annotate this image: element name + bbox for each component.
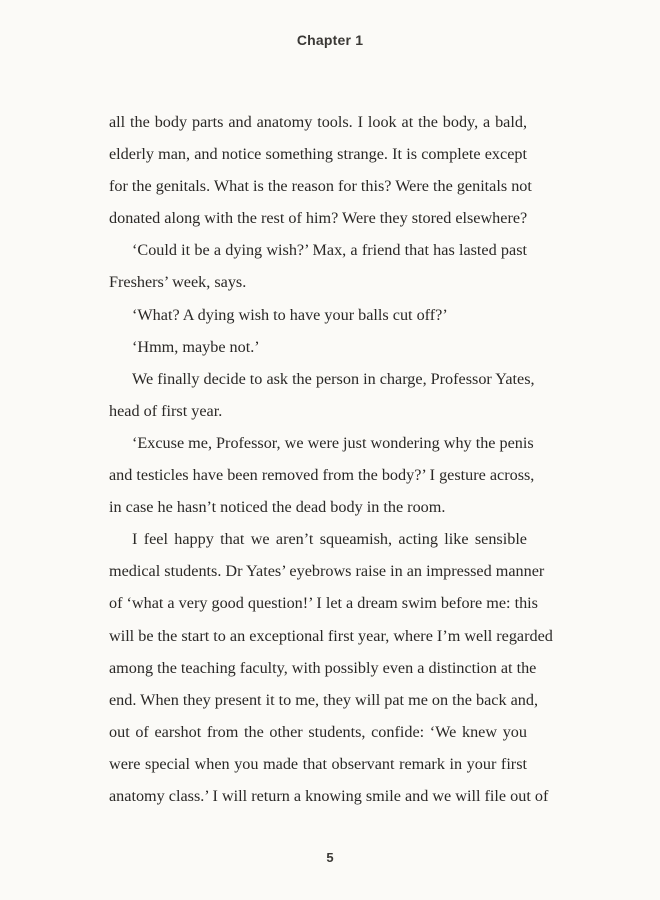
text-line: were special when you made that observant remark in your first xyxy=(109,754,527,773)
chapter-heading: Chapter 1 xyxy=(296,32,364,48)
text-line: medical students. Dr Yates’ eyebrows raise in an impressed manner xyxy=(109,562,545,581)
page-number: 5 xyxy=(326,850,334,865)
text-line: head of first year. xyxy=(109,401,223,420)
text-line: We finally decide to ask the person in charge, Professor Yates, xyxy=(132,369,535,388)
text-line: and testicles have been removed from the body?’ I gesture across, xyxy=(109,466,535,485)
text-line: ‘Could it be a dying wish?’ Max, a friend that has lasted past xyxy=(132,241,527,260)
text-line: I feel happy that we aren’t squeamish, acting like sensible xyxy=(132,530,527,549)
text-line: end. When they present it to me, they will pat me on the back and, xyxy=(109,690,539,709)
text-line: anatomy class.’ I will return a knowing smile and we will file out of xyxy=(109,786,549,805)
text-line: Freshers’ week, says. xyxy=(109,273,247,292)
text-line: out of earshot from the other students, confide: ‘We knew you xyxy=(109,722,527,741)
text-line: ‘What? A dying wish to have your balls cut off?’ xyxy=(132,305,448,324)
text-line: donated along with the rest of him? Were they stored elsewhere? xyxy=(109,209,528,228)
text-line: of ‘what a very good question!’ I let a dream swim before me: this xyxy=(109,594,538,613)
body-text xyxy=(109,109,553,815)
text-line: elderly man, and notice something strange. It is complete except xyxy=(109,145,527,164)
text-line: among the teaching faculty, with possibly even a distinction at the xyxy=(109,658,537,677)
text-line: will be the start to an exceptional first year, where I’m well regarded xyxy=(109,626,553,645)
text-line: ‘Excuse me, Professor, we were just wondering why the penis xyxy=(132,433,534,452)
text-line: in case he hasn’t noticed the dead body in the room. xyxy=(109,498,446,517)
text-line: ‘Hmm, maybe not.’ xyxy=(132,337,260,356)
text-line: for the genitals. What is the reason for this? Were the genitals not xyxy=(109,177,532,196)
text-line: all the body parts and anatomy tools. I look at the body, a bald, xyxy=(109,113,527,131)
